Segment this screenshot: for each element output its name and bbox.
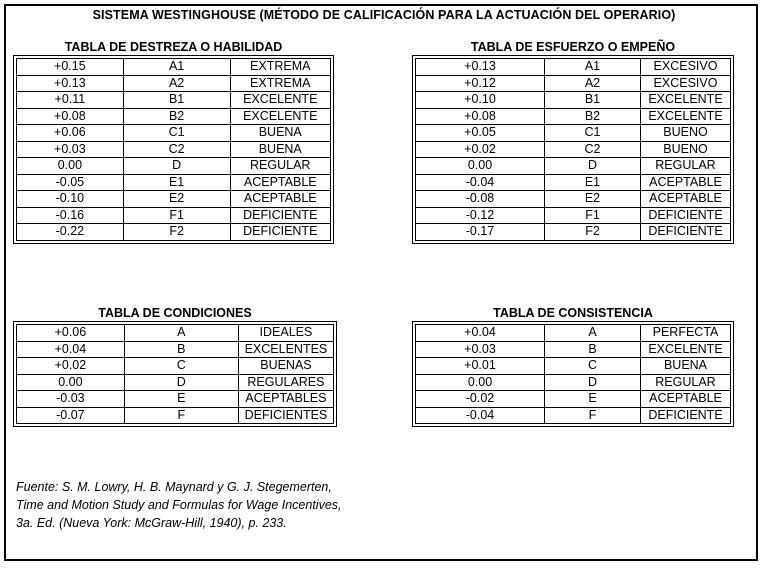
class-cell: A1 bbox=[545, 59, 641, 76]
table-esfuerzo bbox=[412, 40, 734, 244]
table-row bbox=[416, 158, 731, 175]
factor-cell: +0.02 bbox=[17, 358, 125, 375]
class-cell: A2 bbox=[545, 75, 641, 92]
table-row bbox=[17, 108, 331, 125]
table-row bbox=[416, 407, 731, 424]
table-box bbox=[412, 321, 734, 427]
table-row bbox=[17, 158, 331, 175]
class-cell: E bbox=[124, 391, 238, 408]
rating-cell: ACEPTABLE bbox=[641, 174, 731, 191]
table-row bbox=[17, 191, 331, 208]
class-cell: E2 bbox=[545, 191, 641, 208]
rating-cell: DEFICIENTE bbox=[230, 207, 331, 224]
factor-cell: +0.04 bbox=[416, 325, 545, 342]
rating-cell: PERFECTA bbox=[641, 325, 731, 342]
source-line: Fuente: S. M. Lowry, H. B. Maynard y G. J. Stegemerten, bbox=[16, 480, 332, 494]
class-cell: A2 bbox=[123, 75, 230, 92]
rating-cell: EXCELENTE bbox=[641, 341, 731, 358]
table-row bbox=[17, 174, 331, 191]
class-cell: C bbox=[124, 358, 238, 375]
rating-cell: REGULAR bbox=[230, 158, 331, 175]
table-row bbox=[17, 341, 334, 358]
table-row bbox=[416, 374, 731, 391]
factor-cell: +0.02 bbox=[416, 141, 545, 158]
factor-cell: -0.12 bbox=[416, 207, 545, 224]
rating-cell: BUENO bbox=[641, 125, 731, 142]
table-row bbox=[416, 358, 731, 375]
class-cell: D bbox=[545, 374, 641, 391]
class-cell: C1 bbox=[123, 125, 230, 142]
table-row bbox=[416, 391, 731, 408]
class-cell: D bbox=[124, 374, 238, 391]
factor-cell: 0.00 bbox=[17, 158, 124, 175]
factor-cell: -0.22 bbox=[17, 224, 124, 241]
rating-cell: BUENO bbox=[641, 141, 731, 158]
table-condiciones bbox=[13, 306, 337, 427]
rating-cell: EXCELENTE bbox=[230, 108, 331, 125]
rating-cell: EXCELENTES bbox=[238, 341, 333, 358]
rating-cell: BUENA bbox=[230, 125, 331, 142]
source-citation bbox=[16, 478, 342, 532]
rating-cell: ACEPTABLE bbox=[230, 191, 331, 208]
table-row bbox=[17, 224, 331, 241]
rating-table bbox=[415, 324, 731, 424]
class-cell: F1 bbox=[545, 207, 641, 224]
factor-cell: -0.07 bbox=[17, 407, 125, 424]
factor-cell: +0.06 bbox=[17, 125, 124, 142]
table-row bbox=[17, 391, 334, 408]
factor-cell: +0.15 bbox=[17, 59, 124, 76]
table-row bbox=[17, 75, 331, 92]
table-row bbox=[17, 59, 331, 76]
factor-cell: -0.04 bbox=[416, 174, 545, 191]
table-row bbox=[416, 174, 731, 191]
factor-cell: +0.08 bbox=[416, 108, 545, 125]
table-row bbox=[17, 358, 334, 375]
source-line: Time and Motion Study and Formulas for Wage Incentives, bbox=[16, 498, 342, 512]
table-row bbox=[416, 224, 731, 241]
table-row bbox=[416, 59, 731, 76]
class-cell: E2 bbox=[123, 191, 230, 208]
table-row bbox=[416, 125, 731, 142]
rating-table bbox=[415, 58, 731, 241]
table-row bbox=[17, 125, 331, 142]
factor-cell: +0.06 bbox=[17, 325, 125, 342]
class-cell: C1 bbox=[545, 125, 641, 142]
factor-cell: 0.00 bbox=[416, 158, 545, 175]
table-row bbox=[416, 325, 731, 342]
table-consistencia bbox=[412, 306, 734, 427]
table-row bbox=[17, 374, 334, 391]
table-caption: TABLA DE CONDICIONES bbox=[98, 306, 252, 320]
class-cell: C2 bbox=[123, 141, 230, 158]
rating-table bbox=[16, 324, 334, 424]
factor-cell: -0.17 bbox=[416, 224, 545, 241]
factor-cell: -0.16 bbox=[17, 207, 124, 224]
table-box bbox=[13, 55, 334, 244]
rating-cell: EXTREMA bbox=[230, 59, 331, 76]
class-cell: E1 bbox=[123, 174, 230, 191]
class-cell: B2 bbox=[123, 108, 230, 125]
factor-cell: +0.13 bbox=[416, 59, 545, 76]
class-cell: A bbox=[545, 325, 641, 342]
table-row bbox=[416, 108, 731, 125]
rating-cell: EXCESIVO bbox=[641, 75, 731, 92]
class-cell: D bbox=[123, 158, 230, 175]
class-cell: A1 bbox=[123, 59, 230, 76]
table-row bbox=[416, 191, 731, 208]
rating-cell: EXTREMA bbox=[230, 75, 331, 92]
class-cell: D bbox=[545, 158, 641, 175]
factor-cell: +0.08 bbox=[17, 108, 124, 125]
class-cell: A bbox=[124, 325, 238, 342]
rating-cell: REGULAR bbox=[641, 158, 731, 175]
table-destreza bbox=[13, 40, 334, 244]
page-title: SISTEMA WESTINGHOUSE (MÉTODO DE CALIFICACIÓN PARA LA ACTUACIÓN DEL OPERARIO) bbox=[92, 8, 676, 22]
factor-cell: -0.04 bbox=[416, 407, 545, 424]
source-line: 3a. Ed. (Nueva York: McGraw-Hill, 1940), p. 233. bbox=[16, 516, 287, 530]
class-cell: B2 bbox=[545, 108, 641, 125]
rating-cell: ACEPTABLES bbox=[238, 391, 333, 408]
factor-cell: +0.12 bbox=[416, 75, 545, 92]
factor-cell: +0.13 bbox=[17, 75, 124, 92]
rating-cell: BUENA bbox=[230, 141, 331, 158]
class-cell: F2 bbox=[545, 224, 641, 241]
factor-cell: +0.03 bbox=[17, 141, 124, 158]
rating-cell: DEFICIENTE bbox=[641, 207, 731, 224]
rating-cell: BUENAS bbox=[238, 358, 333, 375]
rating-cell: REGULAR bbox=[641, 374, 731, 391]
factor-cell: 0.00 bbox=[416, 374, 545, 391]
factor-cell: +0.10 bbox=[416, 92, 545, 109]
class-cell: C bbox=[545, 358, 641, 375]
table-row bbox=[17, 141, 331, 158]
factor-cell: +0.03 bbox=[416, 341, 545, 358]
rating-cell: EXCELENTE bbox=[641, 92, 731, 109]
factor-cell: +0.11 bbox=[17, 92, 124, 109]
factor-cell: +0.04 bbox=[17, 341, 125, 358]
class-cell: C2 bbox=[545, 141, 641, 158]
class-cell: B bbox=[545, 341, 641, 358]
rating-cell: EXCESIVO bbox=[641, 59, 731, 76]
class-cell: F1 bbox=[123, 207, 230, 224]
class-cell: B bbox=[124, 341, 238, 358]
table-row bbox=[416, 141, 731, 158]
class-cell: F bbox=[124, 407, 238, 424]
rating-cell: EXCELENTE bbox=[641, 108, 731, 125]
class-cell: E bbox=[545, 391, 641, 408]
class-cell: B1 bbox=[545, 92, 641, 109]
table-box bbox=[13, 321, 337, 427]
table-caption: TABLA DE DESTREZA O HABILIDAD bbox=[64, 40, 283, 54]
rating-cell: EXCELENTE bbox=[230, 92, 331, 109]
table-caption: TABLA DE CONSISTENCIA bbox=[493, 306, 653, 320]
rating-cell: REGULARES bbox=[238, 374, 333, 391]
table-row bbox=[416, 207, 731, 224]
rating-cell: ACEPTABLE bbox=[230, 174, 331, 191]
factor-cell: -0.08 bbox=[416, 191, 545, 208]
class-cell: E1 bbox=[545, 174, 641, 191]
factor-cell: +0.01 bbox=[416, 358, 545, 375]
rating-cell: BUENA bbox=[641, 358, 731, 375]
rating-cell: DEFICIENTES bbox=[238, 407, 333, 424]
class-cell: B1 bbox=[123, 92, 230, 109]
table-row bbox=[17, 92, 331, 109]
factor-cell: 0.00 bbox=[17, 374, 125, 391]
factor-cell: -0.03 bbox=[17, 391, 125, 408]
table-row bbox=[17, 207, 331, 224]
table-row bbox=[416, 92, 731, 109]
rating-cell: ACEPTABLE bbox=[641, 191, 731, 208]
table-row bbox=[416, 341, 731, 358]
table-row bbox=[17, 325, 334, 342]
class-cell: F bbox=[545, 407, 641, 424]
factor-cell: -0.05 bbox=[17, 174, 124, 191]
factor-cell: +0.05 bbox=[416, 125, 545, 142]
rating-cell: ACEPTABLE bbox=[641, 391, 731, 408]
table-box bbox=[412, 55, 734, 244]
rating-cell: DEFICIENTE bbox=[641, 224, 731, 241]
table-row bbox=[416, 75, 731, 92]
rating-cell: DEFICIENTE bbox=[230, 224, 331, 241]
factor-cell: -0.10 bbox=[17, 191, 124, 208]
table-caption: TABLA DE ESFUERZO O EMPEÑO bbox=[470, 40, 676, 54]
class-cell: F2 bbox=[123, 224, 230, 241]
rating-cell: IDEALES bbox=[238, 325, 333, 342]
factor-cell: -0.02 bbox=[416, 391, 545, 408]
table-row bbox=[17, 407, 334, 424]
rating-cell: DEFICIENTE bbox=[641, 407, 731, 424]
rating-table bbox=[16, 58, 331, 241]
